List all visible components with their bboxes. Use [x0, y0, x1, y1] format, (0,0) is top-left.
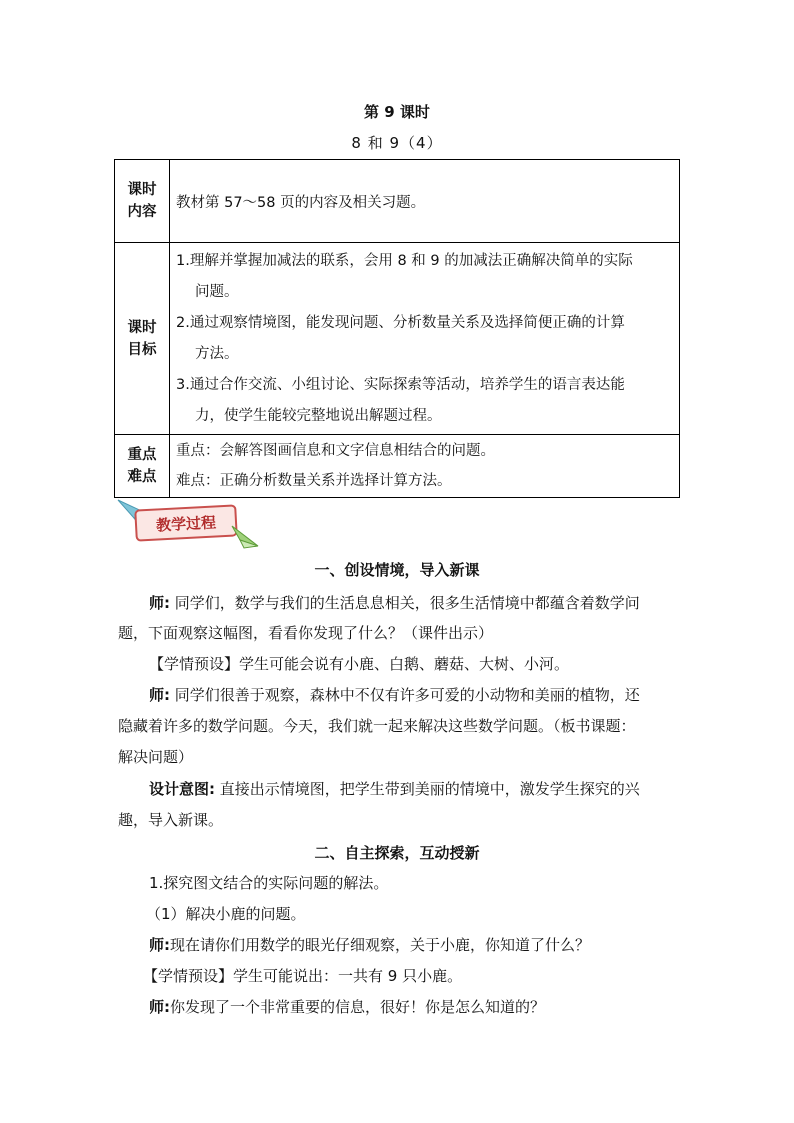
speaker-label: 师: [149, 686, 170, 704]
lesson-plan-table [114, 159, 680, 498]
lesson-number: 第 9 课时 [364, 103, 430, 121]
paragraph-line: 解决问题） [118, 748, 194, 766]
paragraph [118, 685, 684, 705]
table-row [115, 435, 680, 498]
key-label [115, 435, 170, 498]
paragraph [149, 997, 715, 1017]
preset-label: 【学情预设】 [143, 967, 234, 985]
goals-cell [170, 243, 680, 435]
content-label [115, 160, 170, 243]
goals-label [115, 243, 170, 435]
paragraph [118, 779, 684, 799]
paragraph [149, 935, 715, 955]
paragraph-text: 学生可能说出：一共有 9 只小鹿。 [233, 967, 463, 985]
design-intent-label: 设计意图: [149, 780, 215, 798]
list-item: （1）解决小鹿的问题。 [146, 905, 306, 923]
goals-label-line: 课时 [127, 319, 157, 336]
content-cell [170, 160, 680, 243]
paragraph [143, 966, 709, 986]
speaker-label: 师: [149, 998, 170, 1016]
paragraph-line: 隐藏着许多的数学问题。今天，我们就一起来解决这些数学问题。（板书课题： [118, 717, 636, 735]
goal-line: 1.理解并掌握加减法的联系，会用 8 和 9 的加减法正确解决简单的实际 [176, 252, 633, 269]
paragraph-line: 题，下面观察这幅图，看看你发现了什么？（课件出示） [118, 624, 494, 642]
section1-heading: 一、创设情境，导入新课 [314, 561, 480, 579]
speaker-label: 师: [149, 594, 170, 612]
paragraph [118, 654, 684, 674]
preset-label: 【学情预设】 [149, 655, 240, 673]
paragraph-line: 趣，导入新课。 [118, 811, 224, 829]
goal-line: 方法。 [195, 345, 239, 362]
paragraph [118, 593, 684, 613]
paragraph-text: 同学们很善于观察，森林中不仅有许多可爱的小动物和美丽的植物，还 [170, 686, 640, 704]
paragraph-text: 学生可能会说有小鹿、白鹅、蘑菇、大树、小河。 [239, 655, 570, 673]
speaker-label: 师: [149, 936, 170, 954]
key-label-line: 难点 [127, 469, 157, 485]
paragraph-text: 同学们，数学与我们的生活息息相关，很多生活情境中都蕴含着数学问 [170, 594, 640, 612]
key-point: 重点：会解答图画信息和文字信息相结合的问题。 [176, 443, 495, 459]
content-text: 教材第 57～58 页的内容及相关习题。 [176, 194, 426, 211]
goals-label-line: 目标 [127, 341, 157, 358]
paragraph-text: 你发现了一个非常重要的信息，很好！你是怎么知道的？ [170, 998, 546, 1016]
teaching-process-banner [114, 496, 264, 552]
key-label-line: 重点 [127, 447, 157, 463]
goal-line: 力，使学生能较完整地说出解题过程。 [195, 407, 442, 424]
paper-plane-icon [114, 496, 264, 552]
difficult-point: 难点：正确分析数量关系并选择计算方法。 [176, 473, 452, 489]
content-label-line: 课时 [127, 182, 157, 198]
lesson-subtitle: 8 和 9（4） [351, 134, 443, 152]
goal-line: 3.通过合作交流、小组讨论、实际探索等活动，培养学生的语言表达能 [176, 376, 625, 393]
paragraph-text: 现在请你们用数学的眼光仔细观察，关于小鹿，你知道了什么？ [170, 936, 591, 954]
goal-line: 问题。 [195, 283, 239, 300]
paragraph-text: 直接出示情境图，把学生带到美丽的情境中，激发学生探究的兴 [215, 780, 640, 798]
list-item: 1.探究图文结合的实际问题的解法。 [149, 874, 389, 892]
table-row [115, 243, 680, 435]
key-cell [170, 435, 680, 498]
goal-line: 2.通过观察情境图，能发现问题、分析数量关系及选择简便正确的计算 [176, 314, 625, 331]
content-label-line: 内容 [127, 204, 157, 220]
banner-text: 教学过程 [155, 513, 217, 535]
section2-heading: 二、自主探索，互动授新 [314, 844, 480, 862]
table-row [115, 160, 680, 243]
